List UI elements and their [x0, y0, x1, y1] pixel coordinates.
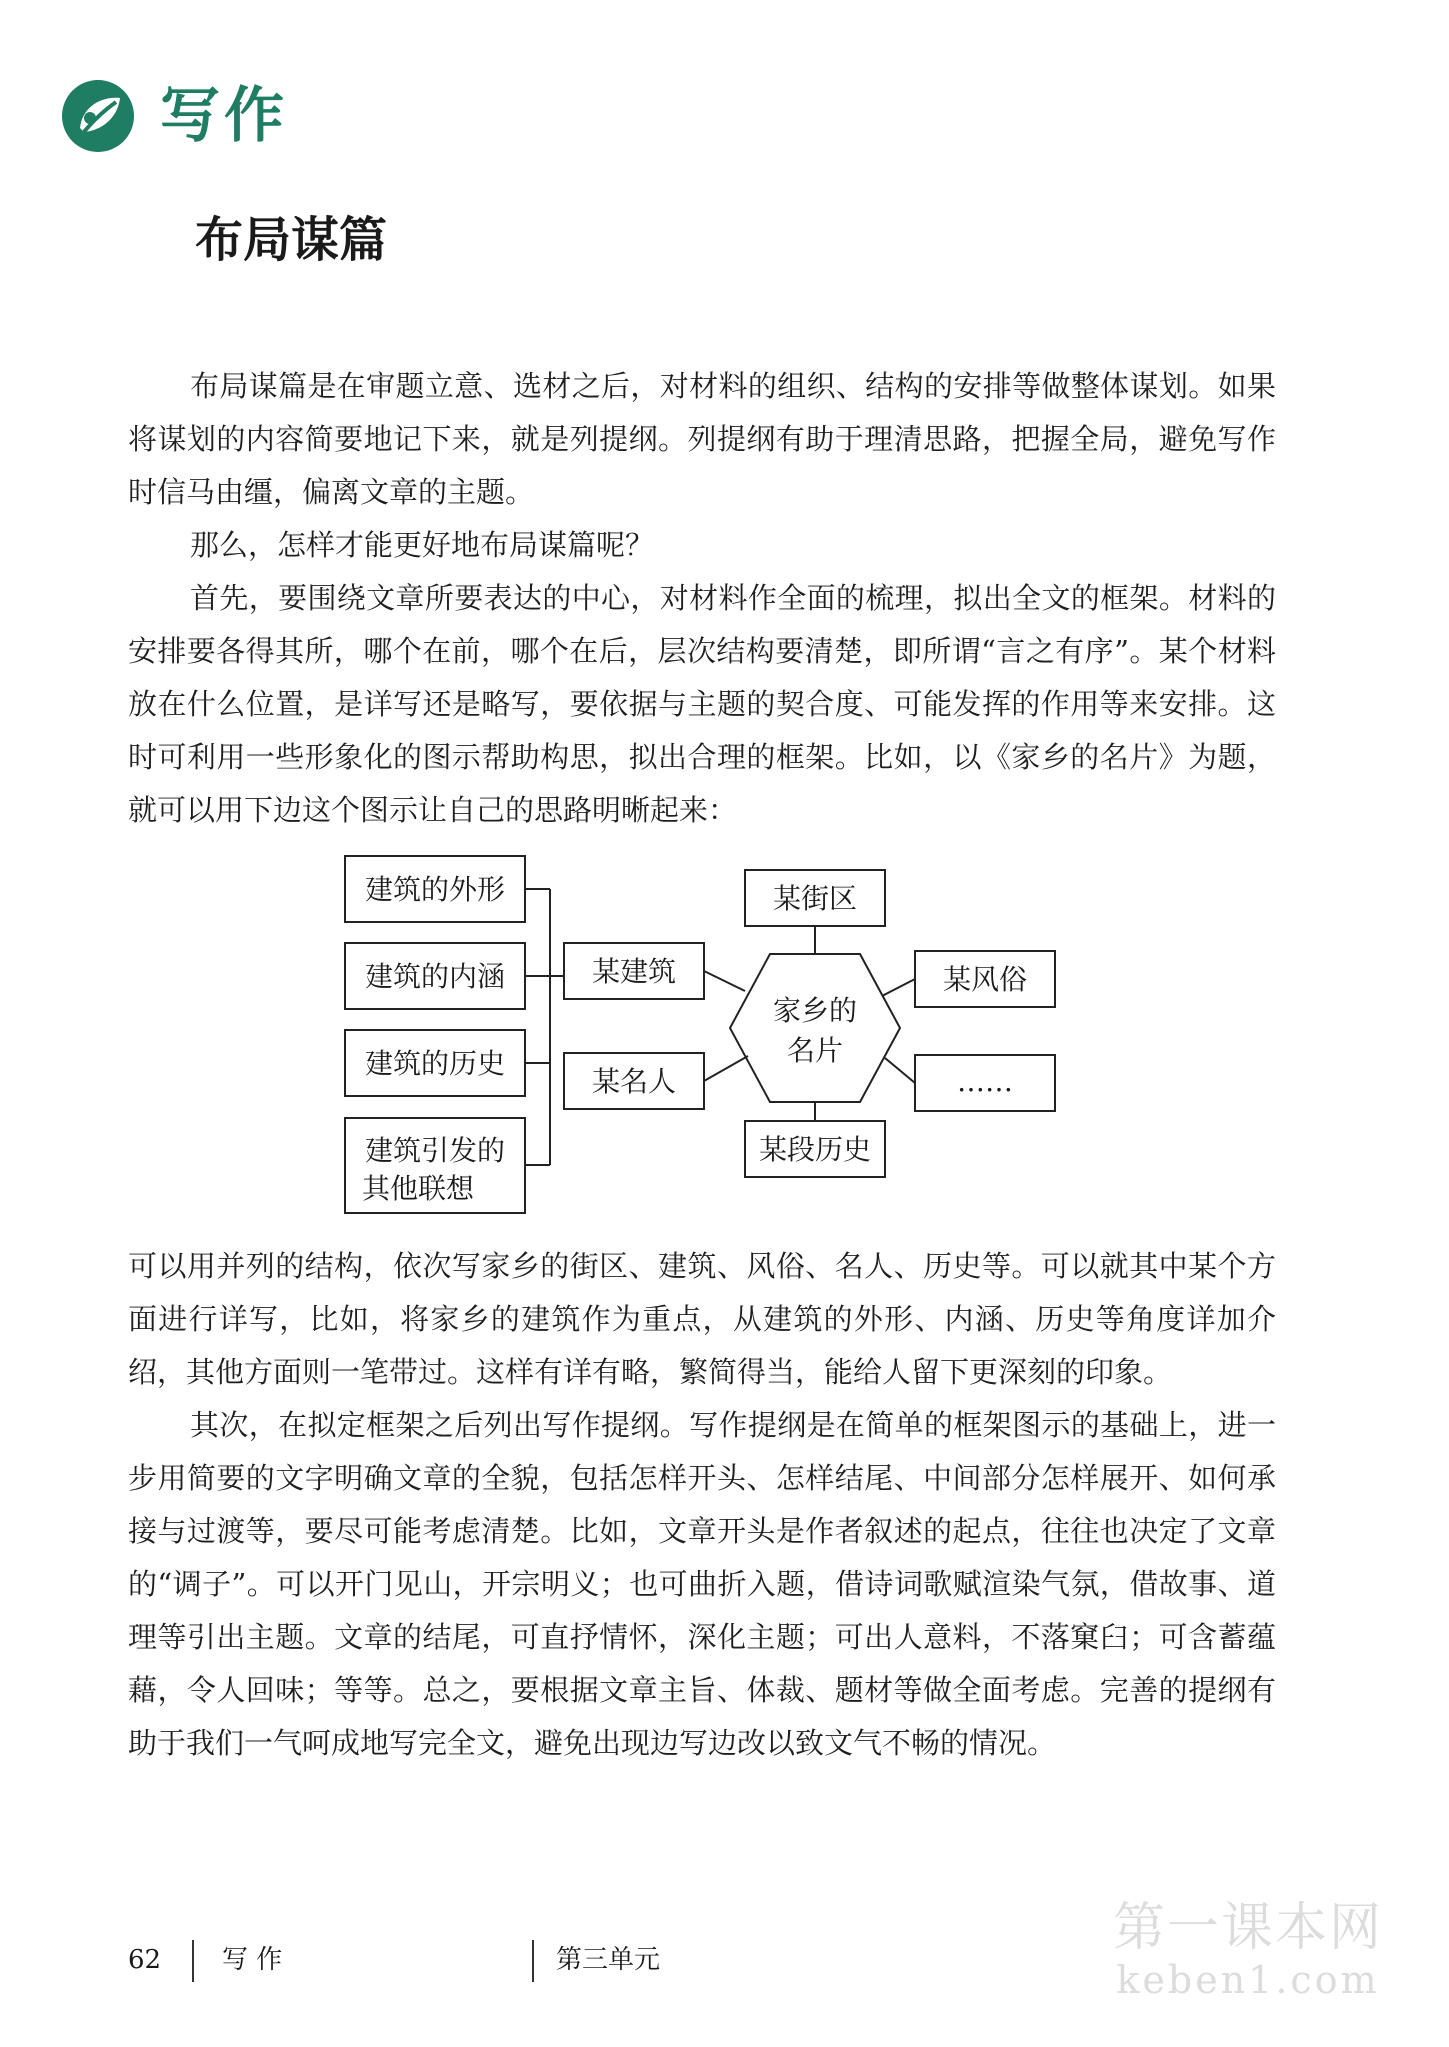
- watermark-line: 第一课本网: [1112, 1898, 1383, 1958]
- center-label: 家乡的: [772, 994, 858, 1027]
- sub-item-label: 其他联想: [361, 1172, 475, 1205]
- sub-item-label: 建筑的历史: [364, 1047, 506, 1080]
- paragraph: 那么，怎样才能更好地布局谋篇呢？: [190, 528, 655, 562]
- page-number: 62: [128, 1945, 162, 1975]
- leaf-circle-icon: [60, 78, 136, 154]
- sub-item-label: 建筑的外形: [364, 873, 506, 906]
- node-label: 某建筑: [591, 955, 677, 988]
- node-label: 某名人: [591, 1065, 677, 1098]
- footer-section: 写 作: [222, 1945, 283, 1975]
- outline-diagram: [340, 848, 1070, 1223]
- paragraph: 布局谋篇是在审题立意、选材之后，对材料的组织、结构的安排等做整体谋划。如果将谋划的内容简要地记下来，就是列提纲。列提纲有助于理清思路，把握全局，避免写作时信马由缰，偏离文章的主题。: [128, 369, 1276, 509]
- center-hexagon: [730, 954, 900, 1102]
- sub-item-label: 建筑的内涵: [364, 960, 506, 993]
- node-label: 某街区: [772, 882, 858, 915]
- sub-item-label: 建筑引发的: [364, 1134, 506, 1167]
- footer-divider: [532, 1940, 534, 1982]
- center-label: 名片: [786, 1034, 844, 1067]
- lesson-title: 布局谋篇: [195, 212, 388, 268]
- node-label: 某风俗: [942, 963, 1028, 996]
- body-text-bottom: [128, 1240, 1276, 1770]
- footer-divider: [192, 1940, 194, 1982]
- paragraph: 首先，要围绕文章所要表达的中心，对材料作全面的梳理，拟出全文的框架。材料的安排要各得其所，哪个在前，哪个在后，层次结构要清楚，即所谓“言之有序”。某个材料放在什么位置，是详写还是略写，要依据与主题的契合度、可能发挥的作用等来安排。这时可利用一些形象化的图示帮助构思，拟出合理的框架。比如，以《家乡的名片》为题，就可以用下边这个图示让自己的思路明晰起来：: [128, 581, 1276, 827]
- paragraph: 其次，在拟定框架之后列出写作提纲。写作提纲是在简单的框架图示的基础上，进一步用简要的文字明确文章的全貌，包括怎样开头、怎样结尾、中间部分怎样展开、如何承接与过渡等，要尽可能考虑清楚。比如，文章开头是作者叙述的起点，往往也决定了文章的“调子”。可以开门见山，开宗明义；也可曲折入题，借诗词歌赋渲染气氛，借故事、道理等引出主题。文章的结尾，可直抒情怀，深化主题；可出人意料，不落窠臼；可含蓄蕴藉，令人回味；等等。总之，要根据文章主旨、体裁、题材等做全面考虑。完善的提纲有助于我们一气呵成地写完全文，避免出现边写边改以致文气不畅的情况。: [128, 1408, 1276, 1760]
- node-label: 某段历史: [758, 1133, 872, 1166]
- watermark-line: keben1.com: [1116, 1958, 1380, 2002]
- watermark: [1098, 1898, 1398, 2002]
- body-text-top: [128, 360, 1276, 837]
- footer-unit: 第三单元: [556, 1945, 661, 1975]
- section-title: 写作: [160, 81, 288, 151]
- node-label: ……: [957, 1065, 1013, 1098]
- diagram-canvas: [340, 848, 1070, 1223]
- paragraph: 可以用并列的结构，依次写家乡的街区、建筑、风俗、名人、历史等。可以就其中某个方面进行详写，比如，将家乡的建筑作为重点，从建筑的外形、内涵、历史等角度详加介绍，其他方面则一笔带过。这样有详有略，繁简得当，能给人留下更深刻的印象。: [128, 1249, 1276, 1389]
